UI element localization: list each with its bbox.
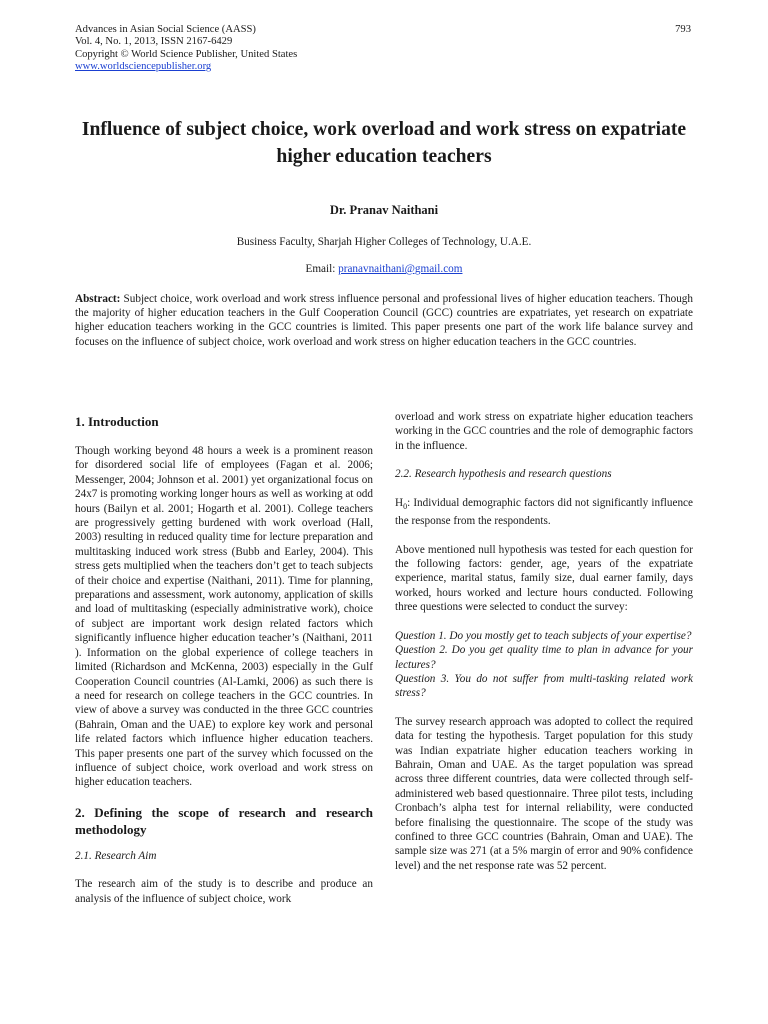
introduction-paragraph: Though working beyond 48 hours a week is a prominent reason for disordered social life of employees (Fagan et al. 2006; Messenger, 2004; Johnson et al. 2001) yet organizational focus on 24x7 is promoting working longer hours as well as working at odd hours (Bailyn et al. 2001; Hogarth et al. 2001). College teachers are progressively getting burdened with work overload (Hall, 2003) resulting in reduced quality time for lecture preparation and multitasking induced work stress (Bubb and Earley, 2004). This stress gets multiplied when the teachers don’t get to teach subjects of their choice and expertise (Naithani, 2011). Time for planning, preparations and assessment, work autonomy, application of skills and load of multitasking (especially administrative work), choice of subject are important work design related factors which significantly influence higher education teacher’s (Naithani, 2011 ). Information on the global experience of college teachers in limited (Richardson and McKenna, 2003) especially in the Gulf Cooperation Council countries (Al-Lamki, 2006) as such there is a need for research on college teachers in the GCC countries. In view of above a survey was conducted in the three GCC countries (Bahrain, Oman and the UAE) to explore key work and personal life related factors which influence higher education teachers. This paper presents one part of the survey which focussed on the influence of subject choice, work overload and work stress on higher education teachers. xyxy=(75,445,373,789)
abstract-text: Subject choice, work overload and work stress influence personal and professional lives of higher education teachers. Though the majority of higher education teachers in the Gulf Cooperation Council (GCC) countries are expatriates, yet research on expatriate higher education teachers working in the GCC countries is limited. This paper presents one part of the work life balance survey and focuses on the influence of subject choice, work overload and work stress on higher education teachers in the GCC countries. xyxy=(75,293,693,348)
journal-header xyxy=(75,24,297,74)
journal-website-link[interactable]: www.worldsciencepublisher.org xyxy=(75,61,212,73)
hypothesis-heading: 2.2. Research hypothesis and research questions xyxy=(395,468,612,481)
author-name: Dr. Pranav Naithani xyxy=(329,203,439,217)
abstract-label: Abstract: xyxy=(75,293,121,305)
section2-heading: 2. Defining the scope of research and research methodology xyxy=(75,804,373,837)
left-column xyxy=(75,410,373,906)
survey-method-paragraph: The survey research approach was adopted to collect the required data for testing the hypothesis. Target population for this study was Indian expatriate higher education teachers working in Bahrain, Oman and UAE. As the target population was spread across three different countries, data were collected through self-administered web based questionnaire. Three pilot tests, including Cronbach’s alpha test for internal reliability, were conducted before finalising the questionnaire. The scope of the study was confined to three GCC countries (Bahrain, Oman and UAE). The sample size was 271 (at a 5% margin of error and 90% confidence level) and the net response rate was 52 percent. xyxy=(395,715,693,872)
h0-symbol: H xyxy=(395,496,404,509)
email-link[interactable]: pranavnaithani@gmail.com xyxy=(338,263,463,275)
question-2: Question 2. Do you get quality time to plan in advance for your lectures? xyxy=(395,644,693,671)
question-1: Question 1. Do you mostly get to teach subjects of your expertise? xyxy=(395,629,692,642)
hypothesis-test-paragraph: Above mentioned null hypothesis was tested for each question for the following factors: gender, age, years of the expatriate experience, marital status, family size, dual earner family, days worked, hours worked and lecture hours conducted. Following three questions were selected to conduct the survey: xyxy=(395,543,693,614)
null-hypothesis-text: : Individual demographic factors did not significantly influence the response from the respondents. xyxy=(395,496,693,528)
h0-subscript: 0 xyxy=(403,501,408,511)
author-affiliation: Business Faculty, Sharjah Higher Colleges of Technology, U.A.E. xyxy=(236,236,532,248)
research-aim-paragraph: The research aim of the study is to describe and produce an analysis of the influence of subject choice, work xyxy=(75,878,373,905)
journal-name: Advances in Asian Social Science (AASS) xyxy=(75,24,256,35)
research-aim-heading: 2.1. Research Aim xyxy=(75,849,157,862)
aim-continued-paragraph: overload and work stress on expatriate higher education teachers working in the GCC countries and the role of demographic factors in the influence. xyxy=(395,411,693,452)
email-label: Email: xyxy=(305,263,339,275)
paper-title: Influence of subject choice, work overload and work stress on expatriate higher education teachers xyxy=(81,119,687,167)
page-number: 793 xyxy=(675,24,691,35)
abstract xyxy=(75,292,693,349)
right-column xyxy=(395,410,693,873)
author-email xyxy=(0,263,768,275)
introduction-heading: 1. Introduction xyxy=(75,414,159,429)
question-3: Question 3. You do not suffer from multi-tasking related work stress? xyxy=(395,672,693,700)
journal-volume: Vol. 4, No. 1, 2013, ISSN 2167-6429 xyxy=(75,36,233,48)
journal-copyright: Copyright © World Science Publisher, United States xyxy=(75,48,298,60)
null-hypothesis-paragraph xyxy=(395,496,693,529)
